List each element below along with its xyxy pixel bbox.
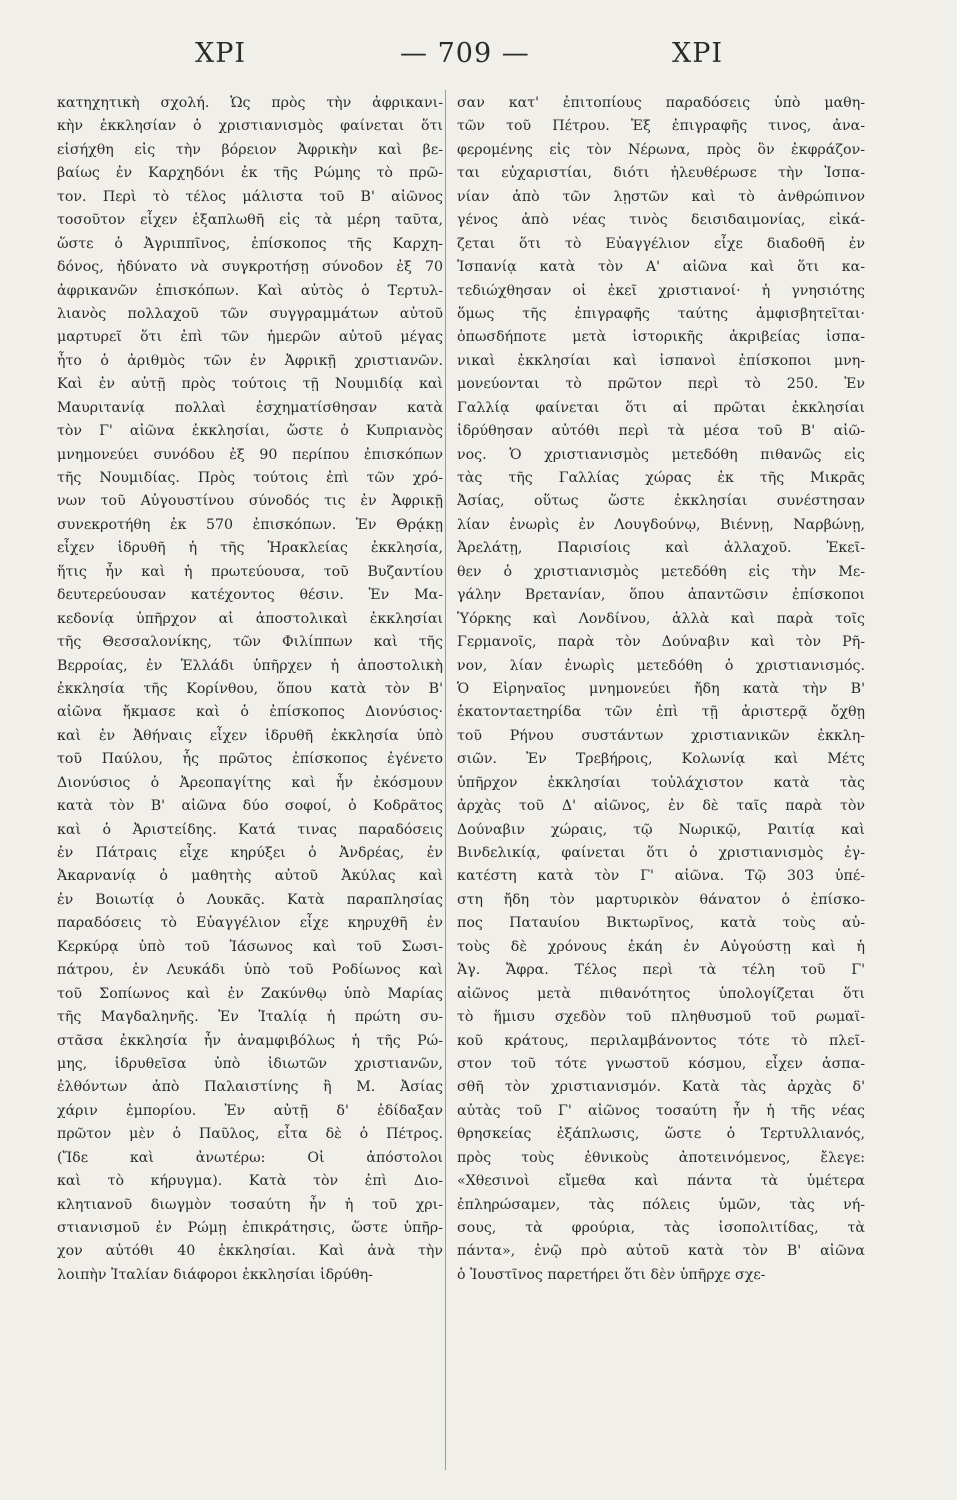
text-line: ὅμως τῆς ἐπιγραφῆς ταύτης ἀμφισβητεῖται· [457, 305, 865, 322]
text-line: ἦτο ὁ ἀριθμὸς τῶν ἐν Ἀφρικῇ χριστιανῶν. [57, 352, 443, 369]
text-line: ὥστε ὁ Ἀγριππῖνος, ἐπίσκοπος τῆς Καρχη- [57, 235, 443, 252]
text-line: σθῆ τὸν χριστιανισμόν. Κατὰ τὰς ἀρχὰς δ' [457, 1079, 865, 1096]
text-line: τῆς Μαγδαληνῆς. Ἐν Ἰταλίᾳ ἡ πρώτη συ- [57, 1009, 443, 1026]
text-line: τοῦ Σοπίωνος καὶ ἐν Ζακύνθῳ ὑπὸ Μαρίας [57, 985, 443, 1002]
text-line: τεδιώχθησαν οἱ ἐκεῖ χριστιανοί· ἡ γνησιότης [457, 282, 865, 299]
text-line: κὴν ἐκκλησίαν ὁ χριστιανισμὸς φαίνεται ὅτι [57, 118, 443, 135]
text-line: τοῦ Παύλου, ἧς πρῶτος ἐπίσκοπος ἐγένετο [57, 751, 443, 768]
text-line: στη ἤδη τὸν μαρτυρικὸν θάνατον ὁ ἐπίσκο- [457, 891, 865, 908]
text-line: αἰῶνα ἤκμασε καὶ ὁ ἐπίσκοπος Διονύσιος· [57, 704, 443, 721]
text-line: Ἰσπανίᾳ κατὰ τὸν Α' αἰῶνα καὶ ὅτι κα- [457, 259, 865, 276]
text-line: ἀφρικανῶν ἐπισκόπων. Καὶ αὐτὸς ὁ Τερτυλ- [57, 282, 443, 299]
text-line: ἐπληρώσαμεν, τὰς πόλεις ὑμῶν, τὰς νή- [457, 1196, 865, 1213]
text-line: τοσοῦτον εἶχεν ἐξαπλωθῆ εἰς τὰ μέρη ταῦτα, [57, 212, 443, 229]
text-line: ὁπωσδήποτε μετὰ ἱστορικῆς ἀκριβείας ἰσπα- [457, 329, 865, 346]
text-line: ἐν Πάτραις εἶχε κηρύξει ὁ Ἀνδρέας, ἐν [57, 845, 443, 861]
text-line: ἀρχὰς τοῦ Δ' αἰῶνος, ἐν δὲ ταῖς παρὰ τὸν [457, 798, 865, 815]
text-line: λιανὸς πολλαχοῦ τῶν συγγραμμάτων αὐτοῦ [57, 305, 443, 322]
text-line: λοιπὴν Ἰταλίαν διάφοροι ἐκκλησίαι ἱδρύθη- [57, 1266, 373, 1283]
text-line: νος. Ὁ χριστιανισμὸς μετεδόθη πιθανῶς εἰς [457, 446, 865, 463]
text-line: Βινδελικίᾳ, φαίνεται ὅτι ὁ χριστιανισμὸς ἐγ- [457, 845, 865, 861]
text-line: ὁ Ἰουστῖνος παρετήρει ὅτι δὲν ὑπῆρχε σχε- [457, 1266, 766, 1283]
text-line: ται εὐχαριστίαι, διότι ἠλευθέρωσε τὴν Ἰσπα- [457, 165, 865, 182]
text-line: «Χθεσινοὶ εἴμεθα καὶ πάντα τὰ ὑμέτερα [457, 1173, 865, 1190]
text-line: πρῶτον μὲν ὁ Παῦλος, εἶτα δὲ ὁ Πέτρος. [57, 1126, 443, 1143]
text-line: μνημονεύει συνόδου ἐξ 90 περίπου ἐπισκόπων [57, 446, 443, 463]
text-line: θρησκείας ἐξάπλωσις, ὥστε ὁ Τερτυλλιανός, [457, 1126, 865, 1143]
text-line: ἐλθόντων ἀπὸ Παλαιστίνης ἢ Μ. Ἀσίας [57, 1079, 443, 1096]
left-column [57, 92, 443, 1287]
text-line: τὸ ἥμισυ σχεδὸν τοῦ πληθυσμοῦ τοῦ ρωμαϊ- [457, 1009, 865, 1026]
text-line: τον. Περὶ τὸ τέλος μάλιστα τοῦ Β' αἰῶνος [57, 188, 443, 205]
text-line: κεδονίᾳ ὑπῆρχον αἱ ἀποστολικαὶ ἐκκλησίαι [57, 610, 443, 627]
text-line: στιανισμοῦ ἐν Ρώμῃ ἐπικράτησις, ὥστε ὑπῆρ- [57, 1220, 443, 1236]
text-line: ἑκατονταετηρίδα τῶν ἐπὶ τῇ ἀριστερᾷ ὄχθῃ [457, 704, 865, 721]
text-line: κατέστη κατὰ τὸν Γ' αἰῶνα. Τῷ 303 ὑπέ- [457, 868, 865, 885]
text-line: Ἀκαρνανίᾳ ὁ μαθητὴς αὐτοῦ Ἀκύλας καὶ [57, 868, 443, 885]
text-line: καὶ ἐν Ἀθήναις εἶχεν ἱδρυθῆ ἐκκλησία ὑπὸ [57, 727, 443, 744]
text-line: μης, ἱδρυθεῖσα ὑπὸ ἰδιωτῶν χριστιανῶν, [57, 1055, 443, 1072]
text-line: τοῦ Ρήνου συστάντων χριστιανικῶν ἐκκλη- [457, 727, 865, 744]
text-line: δόνος, ἠδύνατο νὰ συγκροτήσῃ σύνοδον ἐξ 70 [57, 259, 443, 276]
text-line: γένος ἀπὸ νέας τινὸς δεισιδαιμονίας, εἰκά- [457, 212, 865, 229]
text-line: μαρτυρεῖ ὅτι ἐπὶ τῶν ἡμερῶν αὐτοῦ μέγας [57, 329, 443, 346]
text-line: συνεκροτήθη ἐκ 570 ἐπισκόπων. Ἐν Θρᾴκῃ [57, 516, 443, 533]
text-line: κλητιανοῦ διωγμὸν τοσαύτη ἦν ἡ τοῦ χρι- [57, 1196, 443, 1213]
text-line: κατηχητικὴ σχολή. Ὡς πρὸς τὴν ἀφρικανι- [57, 95, 443, 111]
text-line: σιῶν. Ἐν Τρεβήροις, Κολωνίᾳ καὶ Μέτς [457, 751, 865, 768]
text-line: τοὺς δὲ χρόνους ἐκάη ἐν Αὐγούστῃ καὶ ἡ [457, 938, 865, 955]
text-line: Ἀρελάτῃ, Παρισίοις καὶ ἀλλαχοῦ. Ἐκεῖ- [457, 540, 865, 557]
page-number: — 709 — [400, 38, 530, 69]
text-line: εἰσήχθη εἰς τὴν βόρειον Ἀφρικὴν καὶ βε- [57, 141, 443, 158]
text-line: μονεύονται τὸ πρῶτον περὶ τὸ 250. Ἐν [457, 376, 865, 393]
text-line: σαν κατ' ἐπιτοπίους παραδόσεις ὑπὸ μαθη- [457, 95, 865, 111]
text-line: ζεται ὅτι τὸ Εὐαγγέλιον εἶχε διαδοθῆ ἐν [457, 235, 865, 252]
text-line: νων τοῦ Αὐγουστίνου σύνοδός τις ἐν Ἀφρικῇ [57, 493, 443, 510]
text-line: Μαυριτανίᾳ πολλαὶ ἐσχηματίσθησαν κατὰ [57, 399, 443, 416]
text-line: ἥτις ἦν καὶ ἡ πρωτεύουσα, τοῦ Βυζαντίου [57, 563, 443, 580]
text-line: νον, λίαν ἐνωρὶς μετεδόθη ὁ χριστιανισμός. [457, 657, 865, 674]
text-line: νίαν ἀπὸ τῶν λῃστῶν καὶ τὸ ἀνθρώπινον [457, 188, 865, 205]
text-line: κοῦ κράτους, περιλαμβάνοντος τότε τὸ πλεῖ- [457, 1032, 865, 1049]
text-line: ἐκκλησία τῆς Κορίνθου, ὅπου κατὰ τὸν Β' [57, 680, 443, 697]
text-line: Ἁγ. Ἄφρα. Τέλος περὶ τὰ τέλη τοῦ Γ' [457, 962, 865, 979]
text-line: Βερροίας, ἐν Ἑλλάδι ὑπῆρχεν ἡ ἀποστολικὴ [57, 657, 443, 674]
text-line: στον τοῦ τότε γνωστοῦ κόσμου, εἶχεν ἀσπα- [457, 1055, 865, 1072]
text-line: σους, τὰ φρούρια, τὰς ἰσοπολιτίδας, τὰ [457, 1220, 865, 1236]
text-line: Καὶ ἐν αὐτῇ πρὸς τούτοις τῇ Νουμιδίᾳ καὶ [57, 376, 443, 393]
text-line: θεν ὁ χριστιανισμὸς μετεδόθη εἰς τὴν Με- [457, 563, 865, 580]
text-line: Ἀσίας, οὕτως ὥστε ἐκκλησίαι συνέστησαν [457, 493, 865, 510]
text-line: (Ἴδε καὶ ἀνωτέρω: Οἱ ἀπόστολοι [57, 1149, 443, 1166]
text-line: καὶ τὸ κήρυγμα). Κατὰ τὸν ἐπὶ Διο- [57, 1173, 443, 1190]
right-column [457, 92, 865, 1287]
header-left-keyword: ΧΡΙ [195, 38, 247, 69]
text-line: στᾶσα ἐκκλησία ἦν ἀναμφιβόλως ἡ τῆς Ρώ- [57, 1032, 443, 1049]
text-line: τῆς Θεσσαλονίκης, τῶν Φιλίππων καὶ τῆς [57, 634, 443, 651]
text-line: Ὑόρκης καὶ Λονδίνου, ἀλλὰ καὶ παρὰ τοῖς [457, 610, 865, 627]
text-line: χάριν ἐμπορίου. Ἐν αὐτῇ δ' ἐδίδαξαν [57, 1102, 443, 1119]
text-line: εἶχεν ἱδρυθῆ ἡ τῆς Ἡρακλείας ἐκκλησία, [57, 540, 443, 557]
text-line: βαίως ἐν Καρχηδόνι ἐκ τῆς Ρώμης τὸ πρῶ- [57, 165, 443, 182]
text-line: Κερκύρᾳ ὑπὸ τοῦ Ἰάσωνος καὶ τοῦ Σωσι- [57, 938, 443, 955]
text-line: αἰῶνος μετὰ πιθανότητος ὑπολογίζεται ὅτι [457, 985, 865, 1002]
text-line: καὶ ὁ Ἀριστείδης. Κατά τινας παραδόσεις [57, 821, 443, 838]
text-line: ἐν Βοιωτίᾳ ὁ Λουκᾶς. Κατὰ παραπλησίας [57, 891, 443, 908]
text-line: πρὸς τοὺς ἐθνικοὺς ἀποτεινόμενος, ἔλεγε: [457, 1149, 865, 1166]
text-line: ἱδρύθησαν αὐτόθι περὶ τὰ μέσα τοῦ Β' αἰῶ- [457, 423, 865, 440]
text-line: νικαὶ ἐκκλησίαι καὶ ἰσπανοὶ ἐπίσκοποι μνη- [457, 352, 865, 369]
text-line: φερομένης εἰς τὸν Νέρωνα, πρὸς ὃν ἐκφράζον- [457, 141, 865, 158]
text-line: δευτερεύουσαν κατέχοντος θέσιν. Ἐν Μα- [57, 587, 443, 604]
text-line: αὐτὰς τοῦ Γ' αἰῶνος τοσαύτη ἦν ἡ τῆς νέας [457, 1102, 865, 1119]
text-line: πάτρου, ἐν Λευκάδι ὑπὸ τοῦ Ροδίωνος καὶ [57, 962, 443, 979]
text-line: Γαλλίᾳ φαίνεται ὅτι αἱ πρῶται ἐκκλησίαι [457, 399, 865, 416]
text-line: γάλην Βρετανίαν, ὅπου ἀπαντῶσιν ἐπίσκοποι [457, 587, 865, 604]
text-line: τῆς Νουμιδίας. Πρὸς τούτοις ἐπὶ τῶν χρό- [57, 470, 443, 486]
text-line: Δούναβιν χώραις, τῷ Νωρικῷ, Ραιτίᾳ καὶ [457, 821, 865, 838]
text-line: Ὁ Εἰρηναῖος μνημονεύει ἤδη κατὰ τὴν Β' [457, 680, 865, 697]
text-line: τὸν Γ' αἰῶνα ἐκκλησίαι, ὥστε ὁ Κυπριανὸς [57, 423, 443, 440]
text-line: πάντα», ἐνῷ πρὸ αὐτοῦ κατὰ τὸν Β' αἰῶνα [457, 1243, 865, 1260]
text-line: πος Παταυίου Βικτωρῖνος, κατὰ τοὺς αὐ- [457, 915, 865, 932]
text-line: Γερμανοῖς, παρὰ τὸν Δούναβιν καὶ τὸν Ρῆ- [457, 634, 865, 651]
column-divider [445, 90, 446, 1470]
text-line: τὰς τῆς Γαλλίας χώρας ἐκ τῆς Μικρᾶς [457, 470, 865, 486]
page-header [0, 38, 957, 88]
text-line: τῶν τοῦ Πέτρου. Ἐξ ἐπιγραφῆς τινος, ἀνα- [457, 118, 865, 135]
text-line: κατὰ τὸν Β' αἰῶνα δύο σοφοί, ὁ Κοδρᾶτος [57, 798, 443, 815]
text-line: λίαν ἐνωρὶς ἐν Λουγδούνῳ, Βιέννῃ, Ναρβώνῃ, [457, 516, 865, 533]
text-line: παραδόσεις τὸ Εὐαγγέλιον εἶχε κηρυχθῆ ἐν [57, 915, 443, 932]
text-line: χον αὐτόθι 40 ἐκκλησίαι. Καὶ ἀνὰ τὴν [57, 1243, 443, 1260]
text-line: Διονύσιος ὁ Ἀρεοπαγίτης καὶ ἦν ἐκόσμουν [57, 774, 443, 791]
text-line: ὑπῆρχον ἐκκλησίαι τοὐλάχιστον κατὰ τὰς [457, 774, 865, 791]
header-right-keyword: ΧΡΙ [672, 38, 724, 69]
